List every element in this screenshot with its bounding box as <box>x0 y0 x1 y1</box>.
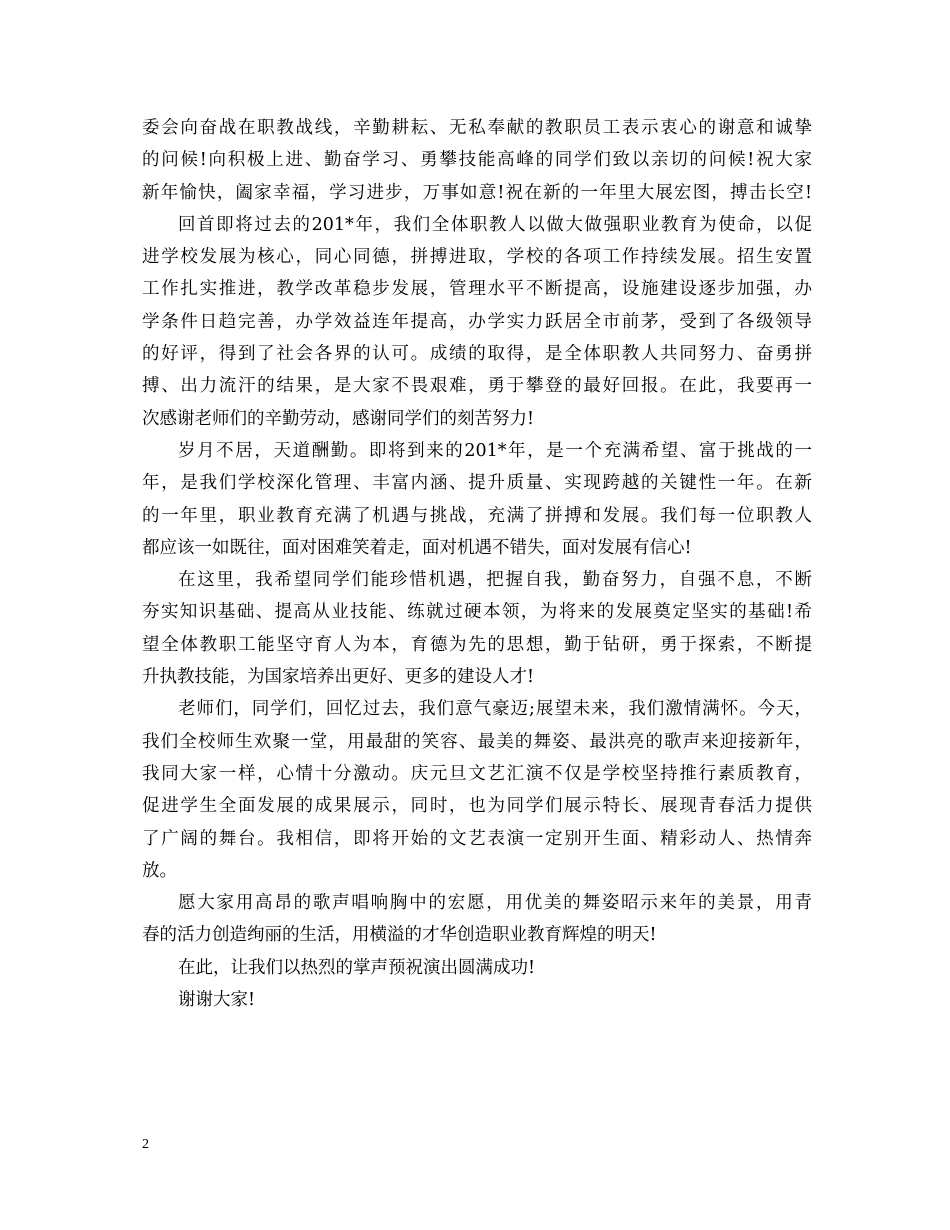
document-body <box>142 112 812 1016</box>
text-line: 我同大家一样，心情十分激动。庆元旦文艺汇演不仅是学校坚持推行素质教育， <box>142 763 812 784</box>
text-line: 次感谢老师们的辛勤劳动，感谢同学们的刻苦努力! <box>142 408 535 429</box>
text-line: 我们全校师生欢聚一堂，用最甜的笑容、最美的舞姿、最洪亮的歌声来迎接新年， <box>142 731 812 752</box>
text-line: 搏、出力流汗的结果，是大家不畏艰难，勇于攀登的最好回报。在此，我要再一 <box>142 376 812 397</box>
text-line: 进学校发展为核心，同心同德，拼搏进取，学校的各项工作持续发展。招生安置 <box>142 247 812 268</box>
text-line: 望全体教职工能坚守育人为本，育德为先的思想，勤于钻研，勇于探索，不断提 <box>142 634 812 655</box>
text-line: 委会向奋战在职教战线，辛勤耕耘、无私奉献的教职员工表示衷心的谢意和诚挚 <box>142 118 812 138</box>
text-line: 了广阔的舞台。我相信，即将开始的文艺表演一定别开生面、精彩动人、热情奔 <box>142 828 812 849</box>
text-line: 的问候!向积极上进、勤奋学习、勇攀技能高峰的同学们致以亲切的问候!祝大家 <box>142 150 812 171</box>
text-line: 老师们，同学们，回忆过去，我们意气豪迈;展望未来，我们激情满怀。今天， <box>178 699 812 720</box>
text-line: 年，是我们学校深化管理、丰富内涵、提升质量、实现跨越的关键性一年。在新 <box>142 473 812 494</box>
text-line: 春的活力创造绚丽的生活，用横溢的才华创造职业教育辉煌的明天! <box>142 925 657 946</box>
text-line: 回首即将过去的201*年，我们全体职教人以做大做强职业教育为使命，以促 <box>178 214 812 235</box>
text-line: 工作扎实推进，教学改革稳步发展，管理水平不断提高，设施建设逐步加强，办 <box>142 279 812 300</box>
text-line: 学条件日趋完善，办学效益连年提高，办学实力跃居全市前茅，受到了各级领导 <box>142 311 812 332</box>
page-number: 2 <box>142 1137 149 1152</box>
text-line: 岁月不居，天道酬勤。即将到来的201*年，是一个充满希望、富于挑战的一 <box>178 440 812 461</box>
text-line: 的好评，得到了社会各界的认可。成绩的取得，是全体职教人共同努力、奋勇拼 <box>142 344 812 365</box>
text-line: 谢谢大家! <box>178 990 256 1011</box>
text-line: 的一年里，职业教育充满了机遇与挑战，充满了拼搏和发展。我们每一位职教人 <box>142 505 812 526</box>
text-line: 促进学生全面发展的成果展示，同时，也为同学们展示特长、展现青春活力提供 <box>142 796 812 817</box>
text-line: 升执教技能，为国家培养出更好、更多的建设人才! <box>142 667 535 688</box>
text-line: 都应该一如既往，面对困难笑着走，面对机遇不错失，面对发展有信心! <box>142 537 692 558</box>
text-line: 在这里，我希望同学们能珍惜机遇，把握自我，勤奋努力，自强不息，不断 <box>178 570 812 591</box>
text-line: 愿大家用高昂的歌声唱响胸中的宏愿，用优美的舞姿昭示来年的美景，用青 <box>178 893 812 914</box>
text-line: 在此，让我们以热烈的掌声预祝演出圆满成功! <box>178 957 536 978</box>
text-line: 夯实知识基础、提高从业技能、练就过硬本领，为将来的发展奠定坚实的基础!希 <box>142 602 812 623</box>
text-line: 新年愉快，阖家幸福，学习进步，万事如意!祝在新的一年里大展宏图，搏击长空! <box>142 182 812 203</box>
text-line: 放。 <box>142 860 177 881</box>
